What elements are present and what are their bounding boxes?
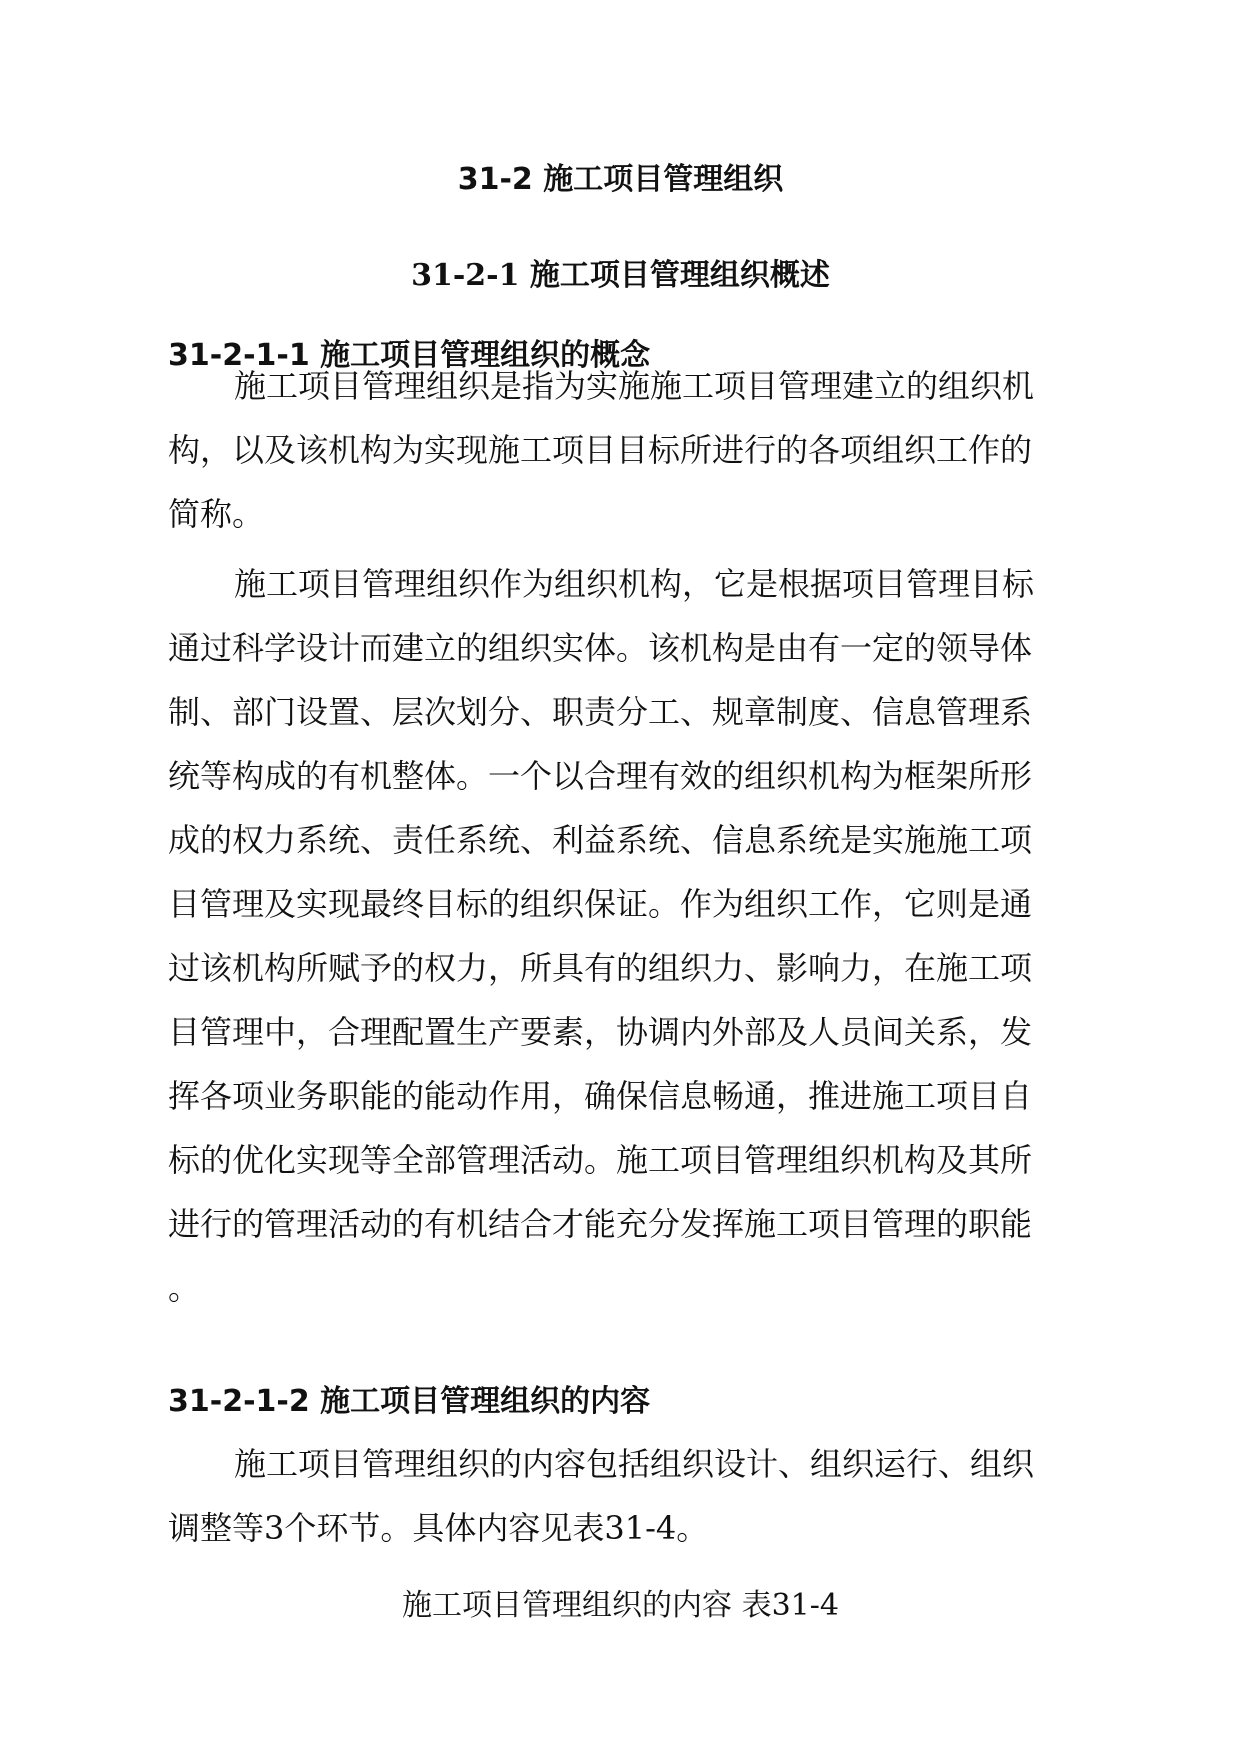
text-line: 挥各项业务职能的能动作用，确保信息畅通，推进施工项目自 (168, 1077, 1033, 1115)
text-line: 制、部门设置、层次划分、职责分工、规章制度、信息管理系 (168, 693, 1033, 731)
text-line: 目管理及实现最终目标的组织保证。作为组织工作，它则是通 (168, 885, 1033, 923)
heading-concept: 31-2-1-1 施工项目管理组织的概念 (168, 338, 651, 373)
text-line: 统等构成的有机整体。一个以合理有效的组织机构为框架所形 (168, 757, 1033, 795)
text-line: 施工项目管理组织是指为实施施工项目管理建立的组织机 (234, 367, 1035, 405)
subsection-title: 31-2-1 施工项目管理组织概述 (411, 258, 830, 293)
text-line: 成的权力系统、责任系统、利益系统、信息系统是实施施工项 (168, 821, 1033, 859)
text-line: 。 (168, 1269, 201, 1307)
paragraph-organization-structure (168, 552, 1073, 1320)
section-title: 31-2 施工项目管理组织 (457, 162, 784, 197)
paragraph-definition (168, 354, 1073, 546)
text-line: 目管理中，合理配置生产要素，协调内外部及人员间关系，发 (168, 1013, 1033, 1051)
text-line: 过该机构所赋予的权力，所具有的组织力、影响力，在施工项 (168, 949, 1033, 987)
text-line: 施工项目管理组织作为组织机构，它是根据项目管理目标 (234, 565, 1035, 603)
text-line: 施工项目管理组织的内容包括组织设计、组织运行、组织 (234, 1445, 1035, 1483)
text-line: 简称。 (168, 495, 265, 533)
text-line: 构，以及该机构为实现施工项目目标所进行的各项组织工作的 (168, 431, 1033, 469)
heading-content: 31-2-1-2 施工项目管理组织的内容 (168, 1384, 651, 1419)
text-line: 标的优化实现等全部管理活动。施工项目管理组织机构及其所 (168, 1141, 1033, 1179)
paragraph-content (168, 1432, 1073, 1560)
text-line: 调整等3个环节。具体内容见表31-4。 (168, 1509, 709, 1547)
text-line: 进行的管理活动的有机结合才能充分发挥施工项目管理的职能 (168, 1205, 1033, 1243)
table-caption: 施工项目管理组织的内容 表31-4 (402, 1588, 839, 1623)
text-line: 通过科学设计而建立的组织实体。该机构是由有一定的领导体 (168, 629, 1033, 667)
